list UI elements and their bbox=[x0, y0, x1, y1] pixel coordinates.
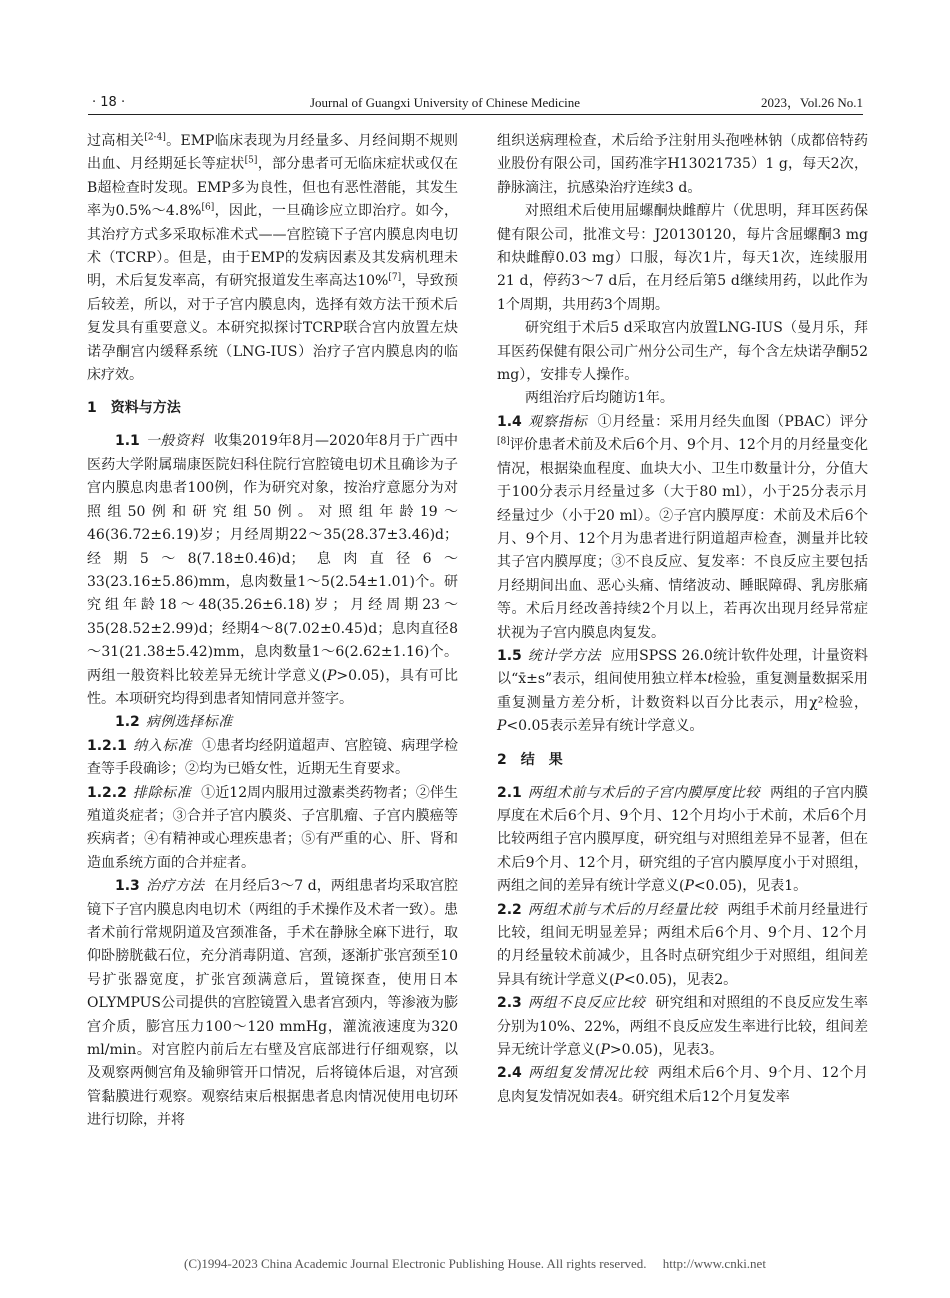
citation: [5] bbox=[244, 155, 258, 166]
copyright-footer: (C)1994-2023 China Academic Journal Electronic Publishing House. All rights reserved. http://www.cnki.net bbox=[184, 1256, 766, 1271]
subsection-2-4: 2.4 两组复发情况比较 两组术后6个月、9个月、12个月息肉复发情况如表4。研究组术后12个月复发率 bbox=[497, 1065, 869, 1105]
citation: [8] bbox=[497, 436, 510, 447]
citation: [7] bbox=[388, 272, 402, 283]
subsection-2-3: 2.3 两组不良反应比较 研究组和对照组的不良反应发生率分别为10%、22%，两组不良反应发生率进行比较，组间差异无统计学意义(P>0.05)，见表3。 bbox=[497, 995, 869, 1059]
running-header bbox=[88, 92, 863, 115]
journal-name: Journal of Guangxi University of Chinese Medicine bbox=[310, 95, 581, 110]
subsection-1-4: 1.4 观察指标 ①月经量：采用月经失血图（PBAC）评分[8]评价患者术前及术后6个月、9个月、12个月的月经量变化情况，根据染血程度、血块大小、卫生巾数量计分，分值大于100分表示月经量过多（大于80 ml），小于25分表示月经量过少（小于20 ml）。②子宫内膜厚度：术前及术后6个月、9个月、12个月为患者进行阴道超声检查，测量并比较其子宫内膜厚度；③不良反应、复发率：不良反应主要包括月经期间出血、恶心头痛、情绪波动、睡眠障碍、乳房胀痛等。术后月经改善持续2个月以上，若再次出现月经异常症状视为子宫内膜息肉复发。 bbox=[497, 413, 869, 641]
subsection-1-3: 1.3 治疗方法 在月经后3～7 d，两组患者均采取宫腔镜下子宫内膜息肉电切术（两组的手术操作及术者一致）。患者术前行常规阴道及宫颈准备，手术在静脉全麻下进行，取仰卧膀胱截石位，充分消毒阴道、宫颈，逐渐扩张宫颈至10号扩张器宽度，扩张宫颈满意后，置镜探查，使用日本OLYMPUS公司提供的宫腔镜置入患者宫颈内，等渗液为膨宫介质，膨宫压力100～120 mmHg，灌流液速度为320 ml/min。对宫腔内前后左右壁及宫底部进行仔细观察，以及观察两侧宫角及输卵管开口情况，后将镜体后退，对宫颈管黏膜进行观察。观察结束后根据患者息肉情况使用电切环进行切除，并将 bbox=[87, 878, 458, 1129]
intro-paragraph: 过高相关[2-4]。EMP临床表现为月经量多、月经间期不规则出血、月经期延长等症状[5]，部分患者可无临床症状或仅在B超检查时发现。EMP多为良性，但也有恶性潜能，其发生率为0.5%～4.8%[6]，因此，一旦确诊应立即治疗。如今，其治疗方式多采取标准术式——宫腔镜下子宫内膜息肉电切术（TCRP）。但是，由于EMP的发病因素及其发病机理未明，术后复发率高，有研究报道发生率高达10%[7]，导致预后较差，所以，对于子宫内膜息肉，选择有效方法干预术后复发具有重要意义。本研究拟探讨TCRP联合宫内放置左炔诺孕酮宫内缓释系统（LNG-IUS）治疗子宫内膜息肉的临床疗效。 bbox=[87, 132, 459, 384]
subsection-1-1: 1.1 一般资料 收集2019年8月—2020年8月于广西中医药大学附属瑞康医院妇科住院行宫腔镜电切术且确诊为子宫内膜息肉患者100例，作为研究对象，按治疗意愿分为对照组50例和研究组50例。对照组年龄19～46(36.72±6.19)岁；月经周期22～35(28.37±3.46)d；经期5～8(7.18±0.46)d；息肉直径6～33(23.16±5.86)mm，息肉数量1～5(2.54±1.01)个。研究组年龄18～48(35.26±6.18)岁；月经周期23～35(28.52±2.99)d；经期4～8(7.02±0.45)d；息肉直径8～31(21.38±5.42)mm，息肉数量1～6(2.62±1.16)个。两组一般资料比较差异无统计学意义(P>0.05)，具有可比性。本项研究均得到患者知情同意并签字。 bbox=[87, 433, 458, 707]
citation: [6] bbox=[201, 202, 215, 213]
subsection-2-2: 2.2 两组术前与术后的月经量比较 两组手术前月经量进行比较，组间无明显差异；两组术后6个月、9个月、12个月的月经量较术前减少，且各时点研究组少于对照组，组间差异具有统计学意义(P<0.05)，见表2。 bbox=[497, 901, 869, 988]
continued-paragraph: 组织送病理检查，术后给予注射用头孢唑林钠（成都倍特药业股份有限公司，国药准字H13021735）1 g，每天2次，静脉滴注，抗感染治疗连续3 d。 bbox=[497, 133, 868, 196]
citation: [2-4] bbox=[144, 132, 166, 143]
subsection-1-5: 1.5 统计学方法 应用SPSS 26.0统计软件处理，计量资料以“x̄±s”表示，组间使用独立样本t检验，重复测量数据采用重复测量方差分析，计数资料以百分比表示，用χ²检验，P<0.05表示差异有统计学意义。 bbox=[497, 647, 869, 735]
right-column bbox=[497, 130, 868, 1109]
section-heading: 2 结 果 bbox=[497, 751, 563, 768]
subsection-1-2-1: 1.2.1 纳入标准 ①患者均经阴道超声、宫腔镜、病理学检查等手段确诊；②均为已婚女性，近期无生育要求。 bbox=[87, 737, 459, 778]
control-group-paragraph: 对照组术后使用屈螺酮炔雌醇片（优思明，拜耳医药保健有限公司，批准文号：J20130120，每片含屈螺酮3 mg和炔雌醇0.03 mg）口服，每次1片，每天1次，连续服用21 d，停药3～7 d后，在月经后第5 d继续用药，以此作为1个周期，共用药3个周期。 bbox=[497, 203, 868, 313]
section-heading: 1 资料与方法 bbox=[87, 400, 181, 417]
study-group-paragraph: 研究组于术后5 d采取宫内放置LNG-IUS（曼月乐，拜耳医药保健有限公司广州分公司生产，每个含左炔诺孕酮52 mg），安排专人操作。 bbox=[497, 320, 868, 384]
page-number: · 18 · bbox=[92, 95, 126, 110]
subsection-2-1: 2.1 两组术前与术后的子宫内膜厚度比较 两组的子宫内膜厚度在术后6个月、9个月、12个月均小于术前，术后6个月比较两组子宫内膜厚度，研究组与对照组差异不显著，但在术后9个月、12个月，研究组的子宫内膜厚度小于对照组，两组之间的差异有统计学意义(P<0.05)，见表1。 bbox=[497, 784, 869, 895]
journal-issue: 2023，Vol.26 No.1 bbox=[761, 95, 863, 110]
follow-up-paragraph: 两组治疗后均随访1年。 bbox=[525, 390, 674, 407]
left-column bbox=[87, 130, 458, 1133]
subsection-1-2: 1.2 病例选择标准 bbox=[115, 714, 233, 731]
subsection-1-2-2: 1.2.2 排除标准 ①近12周内服用过激素类药物者；②伴生殖道炎症者；③合并子宫内膜炎、子宫肌瘤、子宫内膜癌等疾病者；④有精神或心理疾患者；⑤有严重的心、肝、肾和造血系统方面的合并症者。 bbox=[87, 784, 458, 871]
